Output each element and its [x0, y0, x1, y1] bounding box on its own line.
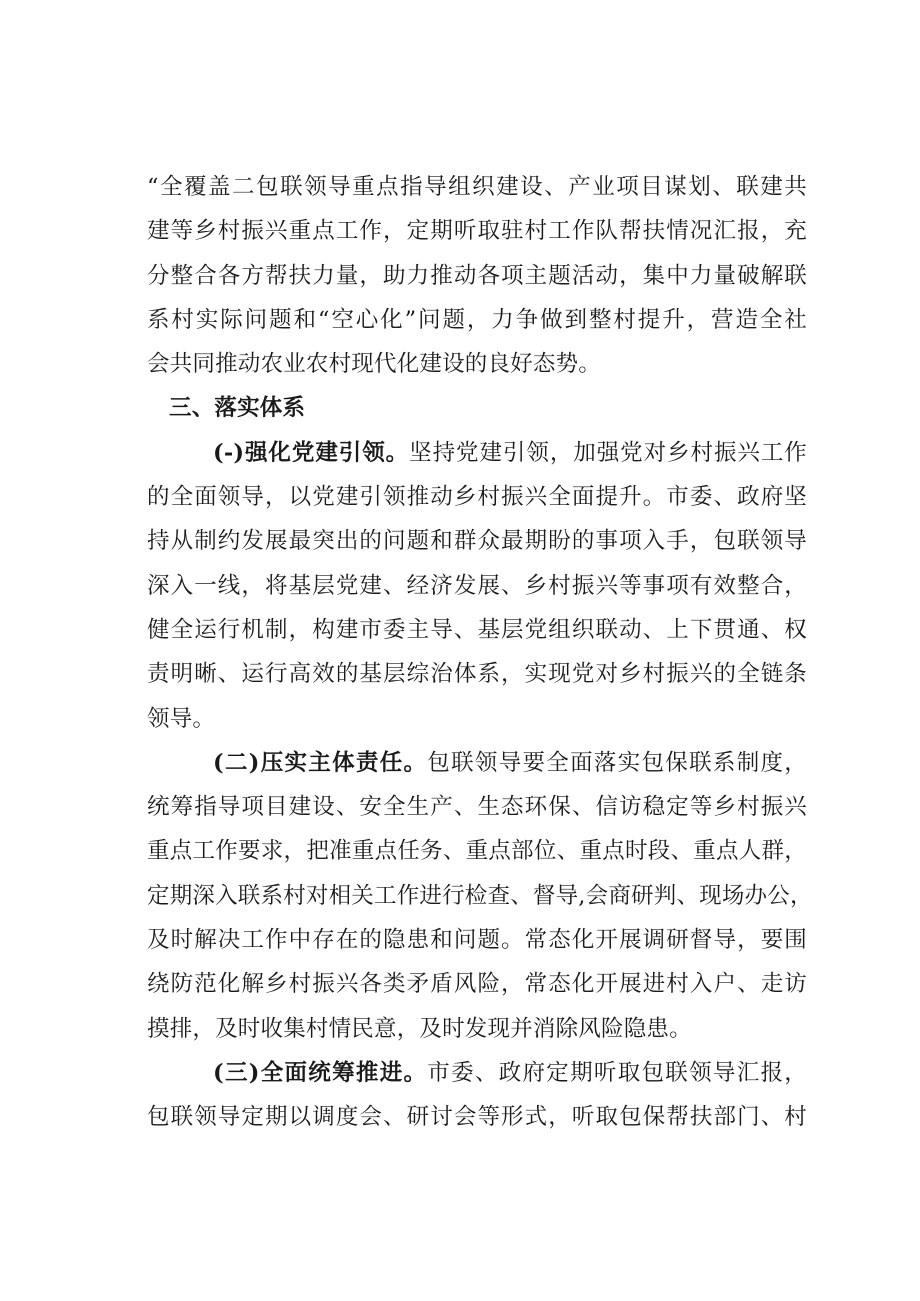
text-line: 建等乡村振兴重点工作，定期听取驻村工作队帮扶情况汇报，充 — [147, 218, 807, 245]
text-line: 的全面领导，以党建引领推动乡村振兴全面提升。市委、政府坚 — [147, 484, 807, 511]
paragraph-first-line — [147, 741, 807, 785]
section-1-title: (-)强化党建引领。 — [213, 439, 410, 466]
paragraph-intro — [147, 165, 807, 386]
paragraph-section-3 — [147, 1051, 807, 1140]
section-2-title: (二)压实主体责任。 — [213, 749, 428, 776]
text-line: 责明晰、运行高效的基层综治体系，实现党对乡村振兴的全链条 — [147, 661, 807, 688]
text-line: 绕防范化解乡村振兴各类矛盾风险，常态化开展进村入户、走访 — [147, 971, 807, 998]
text-line: 分整合各方帮扶力量，助力推动各项主题活动，集中力量破解联 — [147, 262, 807, 289]
text-line: 摸排，及时收集村情民意，及时发现并消除风险隐患。 — [147, 1015, 692, 1042]
text-line: 会共同推动农业农村现代化建设的良好态势。 — [147, 351, 602, 378]
document-body — [147, 165, 813, 1140]
paragraph-section-2 — [147, 741, 813, 1051]
text-line: 包联领导定期以调度会、研讨会等形式，听取包保帮扶部门、村 — [147, 1104, 807, 1131]
text-line: 领导。 — [147, 705, 216, 732]
section-2-first-line-text: 包联领导要全面落实包保联系制度， — [427, 749, 807, 776]
text-line: 系村实际问题和“空心化”问题，力争做到整村提升，营造全社 — [147, 306, 807, 333]
paragraph-first-line — [147, 1051, 807, 1095]
paragraph-first-line — [147, 431, 807, 475]
section-1-first-line-text: 坚持党建引领，加强党对乡村振兴工作 — [409, 439, 807, 466]
section-heading: 三、落实体系 — [169, 395, 306, 422]
text-line: 重点工作要求，把准重点任务、重点部位、重点时段、重点人群， — [147, 838, 807, 865]
text-line: 持从制约发展最突出的问题和群众最期盼的事项入手，包联领导 — [147, 528, 807, 555]
text-line: “全覆盖二包联领导重点指导组织建设、产业项目谋划、联建共 — [147, 174, 807, 200]
text-line: 统筹指导项目建设、安全生产、生态环保、信访稳定等乡村振兴 — [147, 794, 807, 821]
text-line: 及时解决工作中存在的隐患和问题。常态化开展调研督导，要围 — [147, 927, 807, 954]
text-line: 健全运行机制，构建市委主导、基层党组织联动、上下贯通、权 — [147, 616, 807, 643]
section-3-first-line-text: 市委、政府定期听取包联领导汇报， — [427, 1059, 807, 1086]
text-line: 深入一线，将基层党建、经济发展、乡村振兴等事项有效整合， — [147, 572, 807, 599]
section-3-title: (三)全面统筹推进。 — [213, 1059, 428, 1086]
text-line: 定期深入联系村对相关工作进行检查、督导,会商研判、现场办公， — [147, 882, 813, 909]
paragraph-section-1 — [147, 431, 807, 741]
